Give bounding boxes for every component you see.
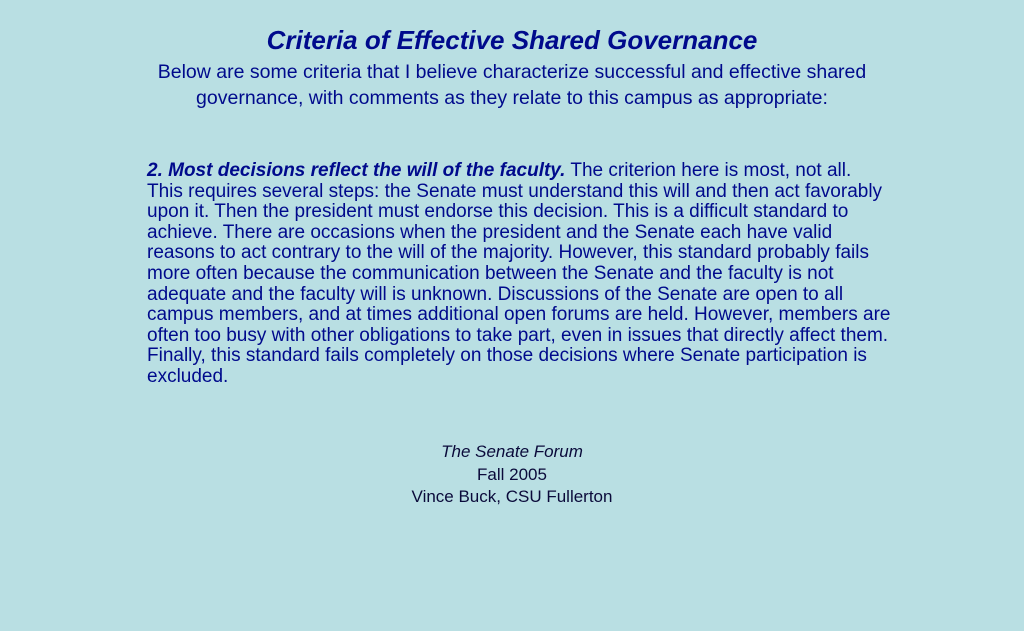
criterion-paragraph [147,161,892,388]
slide-title: Criteria of Effective Shared Governance [266,25,758,55]
criterion-lead: 2. Most decisions reflect the will of the faculty. [147,160,566,181]
citation-author: Vince Buck, CSU Fullerton [411,487,613,506]
citation [0,441,1024,509]
criterion-text: The criterion here is most, not all. This requires several steps: the Senate must understand this will and then act favorably upon it. Then the president must endorse this decision. This is a difficult standard to achieve. There are occasions when the president and the Senate each have valid reasons to act contrary to the will of the majority. However, this standard probably fails more often because the communication between the Senate and the faculty is not adequate and the faculty will is unknown. Discussions of the Senate are open to all campus members, and at times additional open forums are held. However, members are often too busy with other obligations to take part, even in issues that directly affect them. Finally, this standard fails completely on those decisions where Senate participation is excluded. [147,160,891,387]
citation-source: The Senate Forum [441,442,583,461]
slide-subtitle: Below are some criteria that I believe characterize successful and effective shared governance, with comments as they relate to this campus as appropriate: [157,61,867,109]
citation-date: Fall 2005 [477,464,547,484]
